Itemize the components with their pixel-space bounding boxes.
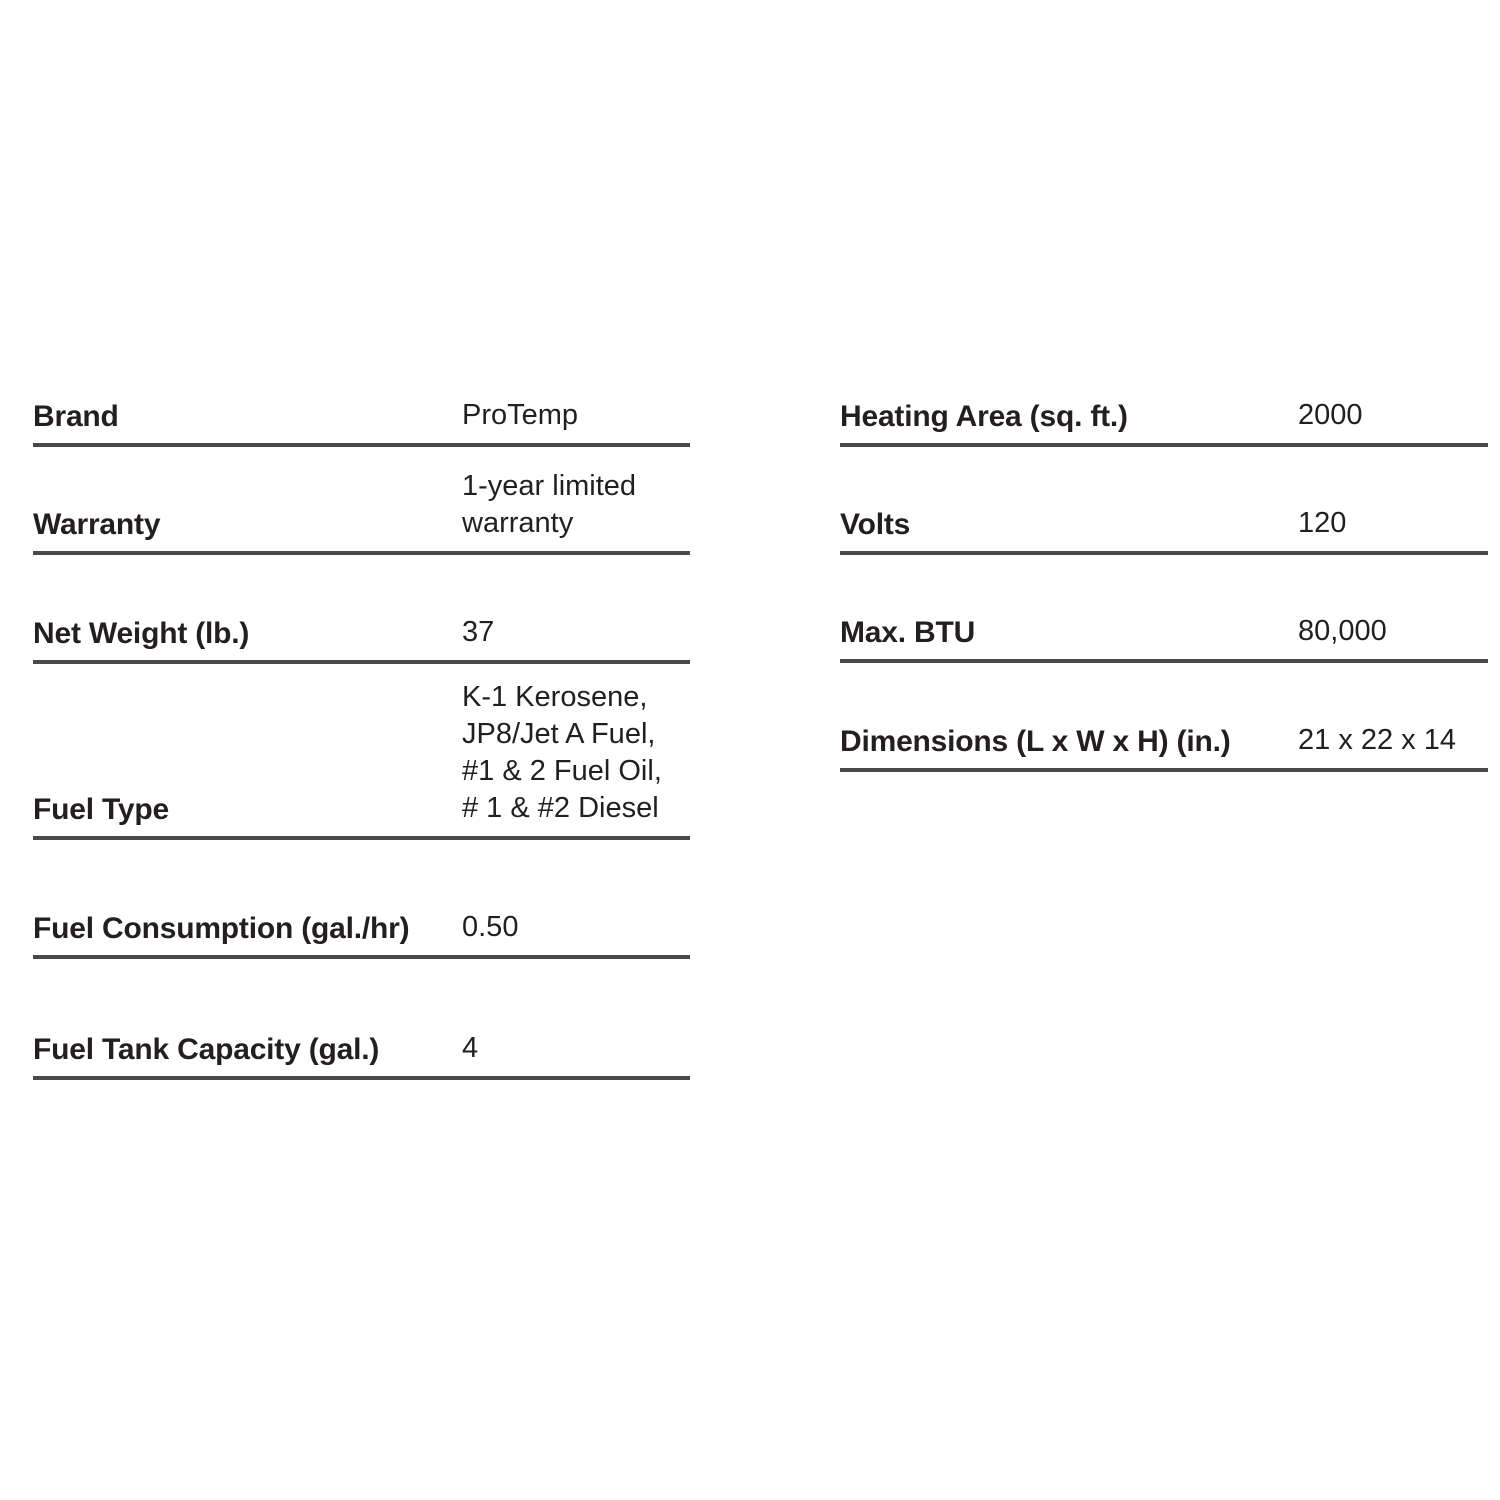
spec-row-max-btu: [840, 555, 1488, 663]
spec-label-fuel-tank-capacity: Fuel Tank Capacity (gal.): [33, 1033, 380, 1066]
spec-value-line: JP8/Jet A Fuel,: [462, 718, 656, 750]
spec-row-brand: [33, 400, 690, 447]
spec-row-fuel-tank-capacity: [33, 959, 690, 1080]
spec-row-volts: [840, 447, 1488, 555]
spec-label-fuel-type: Fuel Type: [33, 793, 169, 826]
spec-value-fuel-consumption: [462, 909, 518, 946]
spec-row-net-weight: [33, 555, 690, 664]
spec-label-dimensions: Dimensions (L x W x H) (in.): [840, 725, 1231, 758]
spec-value-volts: [1298, 505, 1346, 542]
spec-value-line: 0.50: [462, 911, 519, 943]
spec-value-fuel-type: [462, 679, 662, 827]
spec-value-line: 2000: [1298, 399, 1363, 431]
spec-label-max-btu: Max. BTU: [840, 616, 976, 649]
spec-value-brand: [462, 397, 578, 434]
spec-value-max-btu: [1298, 613, 1387, 650]
spec-row-dimensions: [840, 663, 1488, 772]
spec-value-line: warranty: [462, 507, 574, 539]
spec-value-line: 80,000: [1298, 615, 1387, 647]
spec-value-line: # 1 & #2 Diesel: [462, 792, 659, 824]
spec-value-line: 37: [462, 616, 495, 648]
spec-value-line: 120: [1298, 507, 1347, 539]
spec-value-line: #1 & 2 Fuel Oil,: [462, 755, 662, 787]
spec-row-heating-area: [840, 400, 1488, 447]
spec-row-warranty: [33, 447, 690, 555]
spec-label-fuel-consumption: Fuel Consumption (gal./hr): [33, 912, 410, 945]
spec-row-fuel-consumption: [33, 840, 690, 959]
spec-label-heating-area: Heating Area (sq. ft.): [840, 400, 1128, 433]
spec-value-fuel-tank-capacity: [462, 1030, 478, 1067]
spec-table-right-column: [840, 400, 1488, 772]
spec-value-line: 1-year limited: [462, 470, 637, 502]
spec-value-line: K-1 Kerosene,: [462, 681, 648, 713]
spec-label-warranty: Warranty: [33, 508, 161, 541]
spec-value-line: 4: [462, 1032, 479, 1064]
spec-table-left-column: [33, 400, 690, 1080]
spec-label-net-weight: Net Weight (lb.): [33, 617, 250, 650]
spec-row-fuel-type: [33, 664, 690, 840]
spec-value-dimensions: [1298, 722, 1456, 759]
spec-value-net-weight: [462, 614, 494, 651]
spec-value-warranty: [462, 468, 636, 542]
spec-label-volts: Volts: [840, 508, 911, 541]
spec-value-line: ProTemp: [462, 399, 579, 431]
spec-value-line: 21 x 22 x 14: [1298, 724, 1456, 756]
spec-value-heating-area: [1298, 397, 1363, 434]
spec-label-brand: Brand: [33, 400, 119, 433]
